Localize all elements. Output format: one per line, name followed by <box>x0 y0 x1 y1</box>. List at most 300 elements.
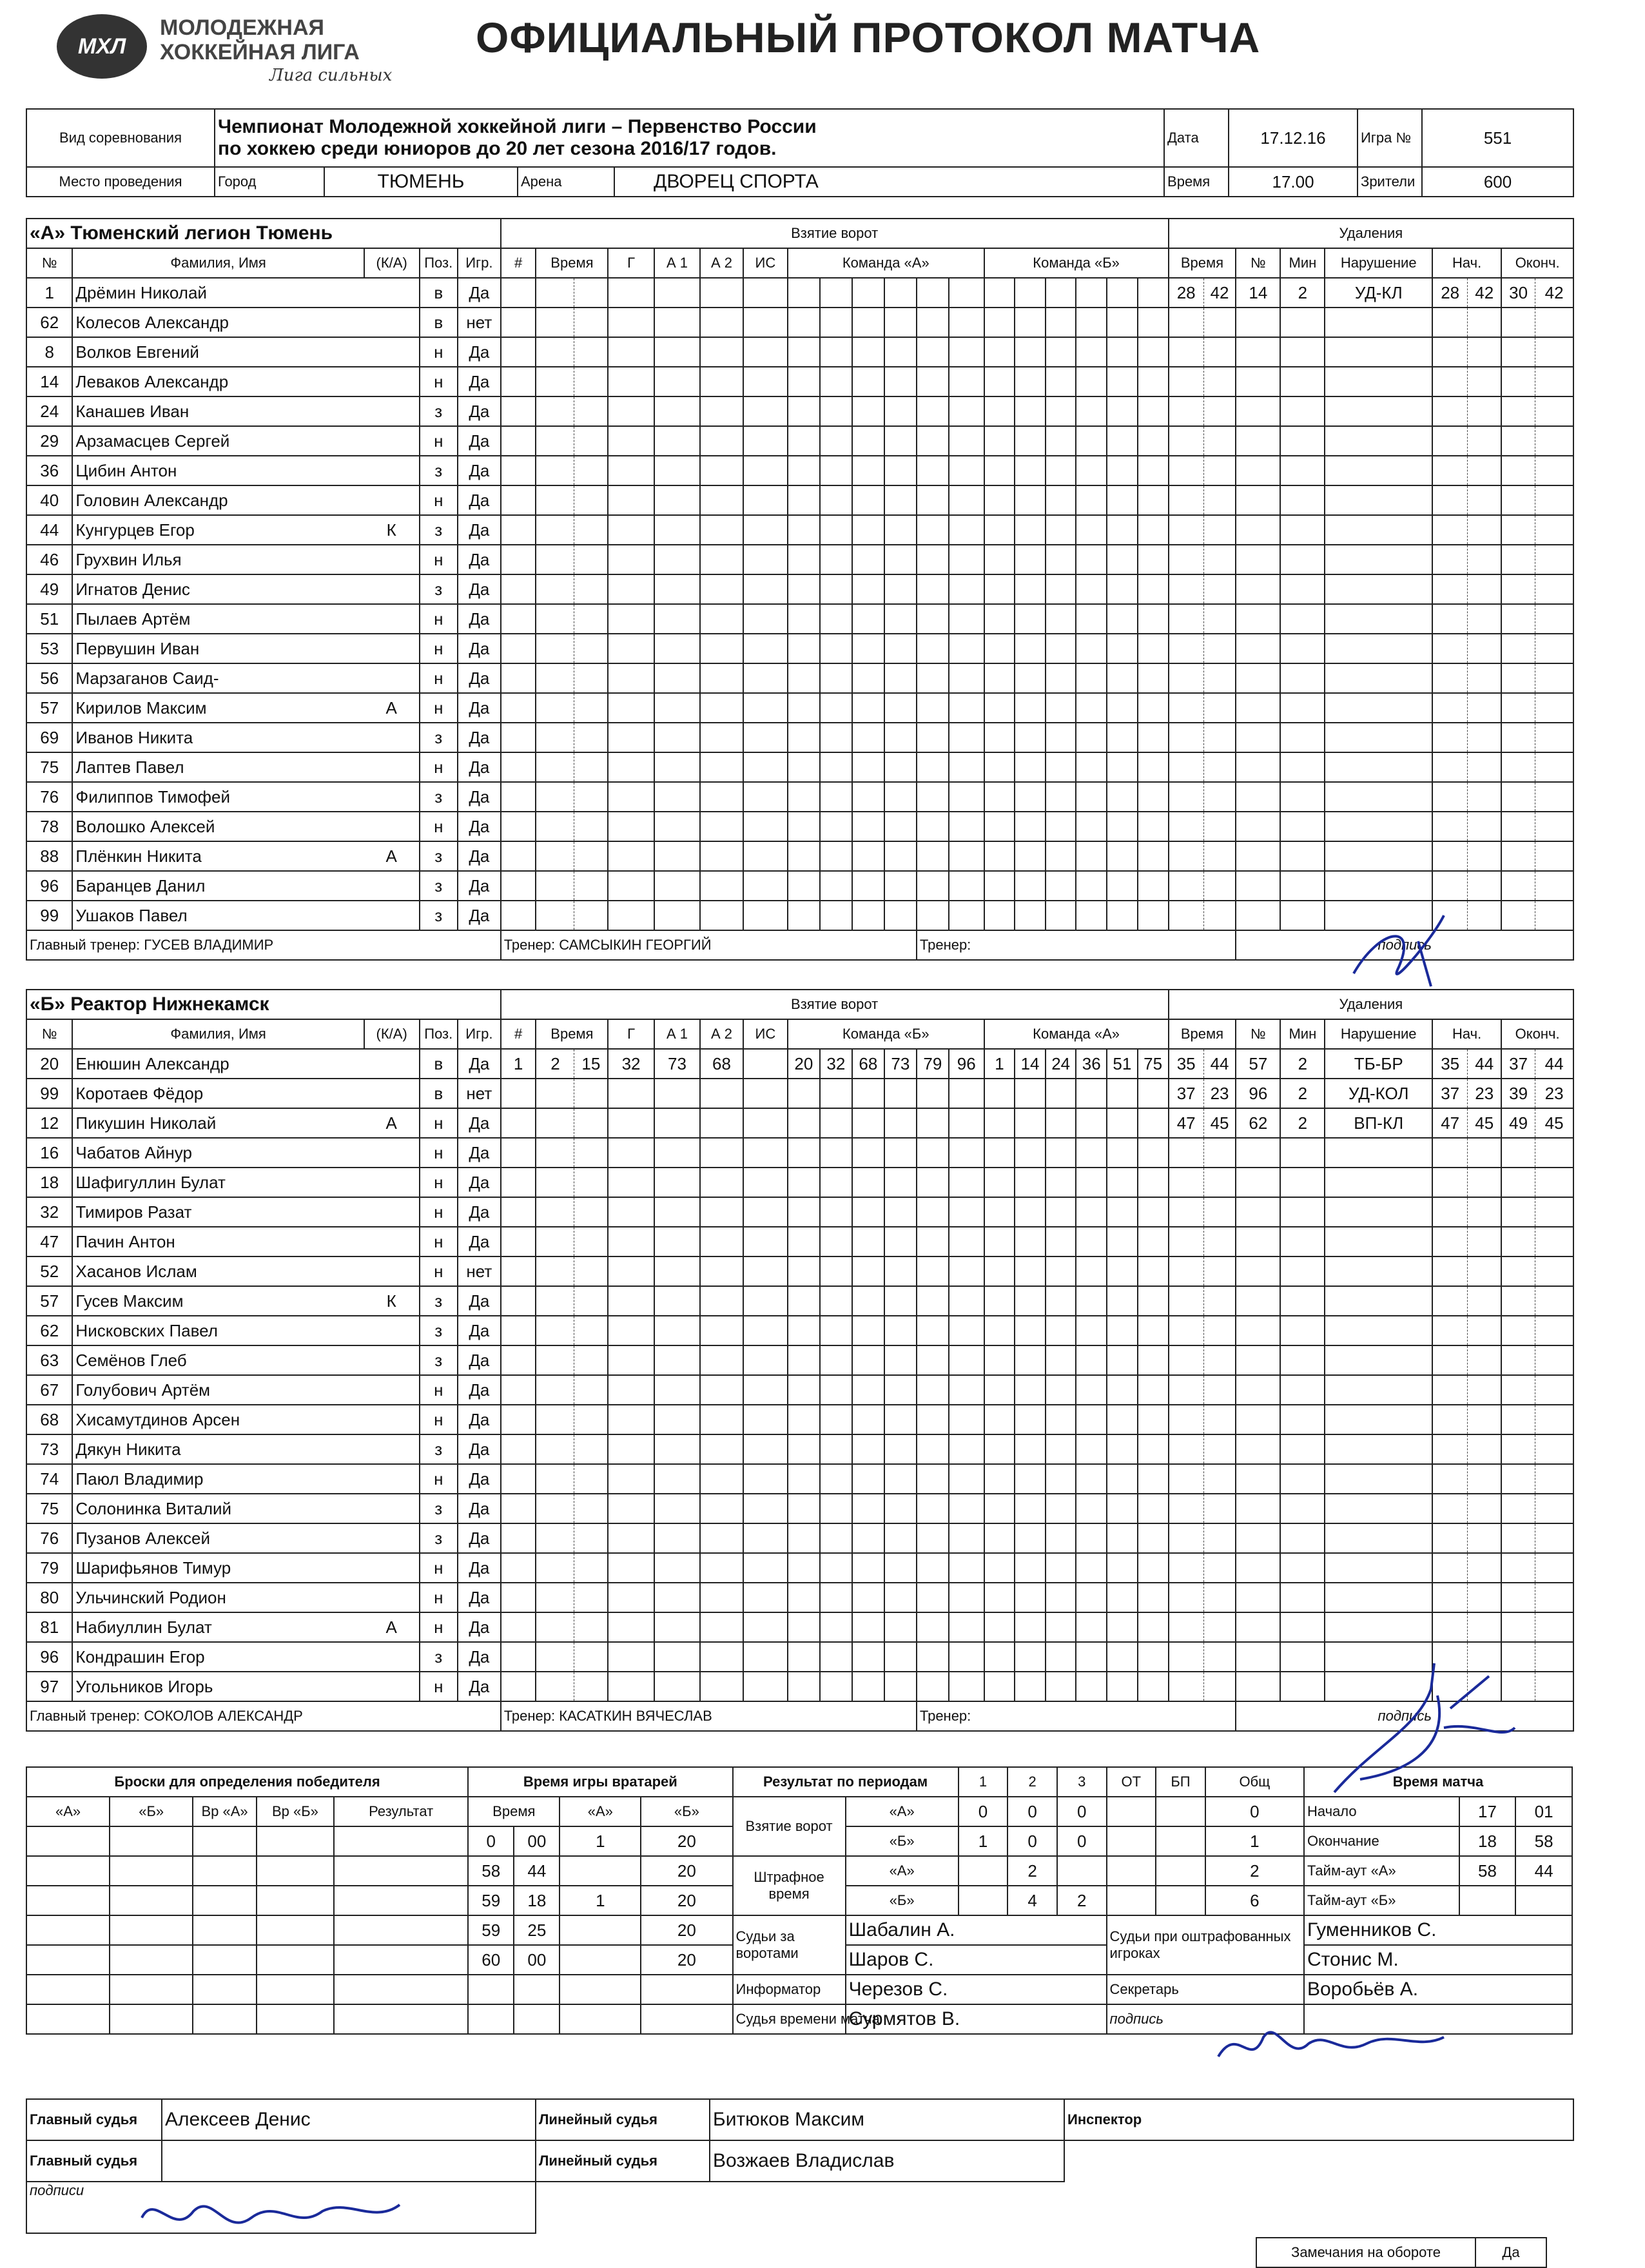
goal-cell <box>884 515 917 545</box>
penalty-cell <box>1468 1434 1501 1464</box>
goal-cell <box>884 545 917 574</box>
goal-cell <box>984 278 1015 308</box>
goal-cell <box>700 1642 743 1672</box>
goal-cell <box>743 1553 788 1583</box>
col-pen-time: Время <box>1169 1019 1236 1049</box>
goal-cell <box>536 485 574 515</box>
player-plays: Да <box>458 693 501 723</box>
goal-cell <box>1046 1642 1076 1672</box>
goal-cell <box>608 337 654 367</box>
penalty-cell <box>1169 871 1204 901</box>
penalty-cell: УД-КОЛ <box>1325 1079 1432 1108</box>
player-ka <box>364 1138 420 1168</box>
penalty-cell <box>1535 1523 1574 1553</box>
penalty-cell <box>1169 1168 1204 1197</box>
goal-cell <box>608 693 654 723</box>
goal-cell <box>1138 1583 1169 1612</box>
penalty-cell <box>1236 1642 1280 1672</box>
player-pos: н <box>420 634 458 663</box>
goal-cell <box>949 545 984 574</box>
player-row <box>26 545 1573 574</box>
goal-cell <box>820 1227 852 1256</box>
goal-cell <box>1046 426 1076 456</box>
penalty-cell <box>1236 1434 1280 1464</box>
goal-cell <box>501 396 536 426</box>
player-plays: нет <box>458 1256 501 1286</box>
goal-cell <box>1046 308 1076 337</box>
goal-cell <box>949 841 984 871</box>
player-name: Кирилов Максим <box>72 693 364 723</box>
penalty-cell <box>1169 426 1204 456</box>
player-number: 14 <box>26 367 72 396</box>
penalty-cell <box>1203 634 1236 663</box>
player-plays: Да <box>458 752 501 782</box>
goal-cell <box>884 1375 917 1405</box>
penalty-cell <box>1325 1316 1432 1345</box>
sign-label: подпись <box>1107 2004 1304 2034</box>
team-a-signature <box>1341 903 1470 999</box>
penalty-cell <box>1535 485 1574 515</box>
player-plays: Да <box>458 782 501 812</box>
player-plays: Да <box>458 1049 501 1079</box>
main-ref-2 <box>162 2140 536 2182</box>
goal-cell <box>700 396 743 426</box>
goal-cell <box>884 1286 917 1316</box>
goal-cell <box>917 871 949 901</box>
goal-cell <box>700 1464 743 1494</box>
goal-cell <box>1107 901 1138 930</box>
goal-cell <box>1015 1345 1046 1375</box>
col-team-first: Команда «А» <box>788 248 984 278</box>
goal-cell <box>1015 367 1046 396</box>
goal-cell <box>536 337 574 367</box>
penalty-cell <box>1203 1256 1236 1286</box>
penalty-cell <box>1535 693 1574 723</box>
goal-cell <box>654 1138 700 1168</box>
goal-cell <box>700 308 743 337</box>
goal-cell <box>949 1227 984 1256</box>
goal-cell <box>501 1197 536 1227</box>
goal-cell <box>949 1168 984 1197</box>
goal-cell <box>884 871 917 901</box>
goal-cell <box>884 1583 917 1612</box>
goal-cell <box>788 515 820 545</box>
goal-cell <box>884 308 917 337</box>
goal-cell <box>1046 871 1076 901</box>
goal-cell <box>1046 1672 1076 1701</box>
goals-a-p3: 0 <box>1057 1797 1107 1826</box>
player-ka <box>364 396 420 426</box>
player-pos: н <box>420 1227 458 1256</box>
goal-cell <box>788 1642 820 1672</box>
penalty-cell <box>1280 515 1325 545</box>
goal-cell <box>852 574 884 604</box>
goal-cell <box>700 1375 743 1405</box>
goal-cell <box>574 782 608 812</box>
goal-cell <box>788 337 820 367</box>
penalty-cell <box>1468 634 1501 663</box>
goal-cell <box>1076 485 1107 515</box>
pen-b-p2: 4 <box>1007 1886 1057 1915</box>
penalty-cell <box>1169 841 1204 871</box>
goal-cell <box>852 1612 884 1642</box>
player-plays: Да <box>458 1434 501 1464</box>
goal-cell <box>949 1405 984 1434</box>
goal-cell <box>917 782 949 812</box>
col-goal-time: Время <box>536 248 608 278</box>
penalty-cell <box>1535 841 1574 871</box>
player-number: 78 <box>26 812 72 841</box>
col-name: Фамилия, Имя <box>72 1019 364 1049</box>
goal-cell <box>917 693 949 723</box>
goal-cell <box>700 426 743 456</box>
goal-cell <box>608 1405 654 1434</box>
timeout-a-sec: 44 <box>1515 1856 1572 1886</box>
penalty-cell <box>1280 1138 1325 1168</box>
player-ka <box>364 426 420 456</box>
goal-cell <box>654 723 700 752</box>
player-ka <box>364 1553 420 1583</box>
goal-cell <box>1046 1434 1076 1464</box>
player-row <box>26 1049 1573 1079</box>
player-plays: Да <box>458 1464 501 1494</box>
player-name: Пылаев Артём <box>72 604 364 634</box>
penalty-cell <box>1325 1168 1432 1197</box>
goal-cell <box>1076 545 1107 574</box>
goal-cell <box>884 337 917 367</box>
penalty-cell <box>1501 693 1535 723</box>
goal-cell <box>820 693 852 723</box>
goal-cell <box>574 426 608 456</box>
penalty-cell <box>1280 1286 1325 1316</box>
penalty-cell <box>1468 1494 1501 1523</box>
goal-cell <box>917 1583 949 1612</box>
penalty-cell <box>1203 1583 1236 1612</box>
penalty-cell <box>1280 1553 1325 1583</box>
goal-cell <box>1015 1286 1046 1316</box>
penalty-cell <box>1468 841 1501 871</box>
period-1: 1 <box>959 1767 1008 1797</box>
goal-cell <box>536 1405 574 1434</box>
goal-cell <box>984 1108 1015 1138</box>
goal-cell <box>536 901 574 930</box>
goal-cell <box>1138 812 1169 841</box>
player-name: Тимиров Разат <box>72 1197 364 1227</box>
goal-cell <box>884 1079 917 1108</box>
goal-cell <box>501 871 536 901</box>
goal-cell <box>852 308 884 337</box>
penalty-cell <box>1236 456 1280 485</box>
goal-cell <box>1076 723 1107 752</box>
goal-cell <box>743 1375 788 1405</box>
goal-cell <box>700 752 743 782</box>
penalty-cell <box>1169 1286 1204 1316</box>
player-plays: нет <box>458 308 501 337</box>
goal-cell <box>700 663 743 693</box>
penalty-cell <box>1468 308 1501 337</box>
penalty-cell <box>1203 308 1236 337</box>
player-pos: н <box>420 1612 458 1642</box>
goal-cell <box>501 308 536 337</box>
penalty-cell <box>1236 1375 1280 1405</box>
penalty-cell <box>1203 1672 1236 1701</box>
penalty-cell <box>1535 1197 1574 1227</box>
goal-cell <box>743 871 788 901</box>
period-bp: БП <box>1156 1767 1205 1797</box>
goal-cell <box>743 1583 788 1612</box>
goal-cell <box>820 1523 852 1553</box>
goal-cell <box>1015 1434 1046 1464</box>
penalty-cell <box>1169 1138 1204 1168</box>
player-ka <box>364 367 420 396</box>
goal-cell <box>1138 1227 1169 1256</box>
penalty-cell <box>1280 456 1325 485</box>
goal-cell <box>917 1523 949 1553</box>
penalty-cell <box>1203 1138 1236 1168</box>
goal-cell <box>1046 1553 1076 1583</box>
goal-cell <box>1046 1079 1076 1108</box>
penalty-cell <box>1468 515 1501 545</box>
goal-cell <box>1138 1672 1169 1701</box>
penalty-cell <box>1203 1316 1236 1345</box>
goal-cell <box>1138 367 1169 396</box>
goal-cell <box>536 1316 574 1345</box>
goal-cell <box>700 1197 743 1227</box>
player-name: Шарифьянов Тимур <box>72 1553 364 1583</box>
coach: Тренер: КАСАТКИН ВЯЧЕСЛАВ <box>501 1701 917 1731</box>
goal-cell <box>1138 308 1169 337</box>
player-pos: з <box>420 782 458 812</box>
goal-cell <box>1107 1612 1138 1642</box>
player-plays: Да <box>458 485 501 515</box>
goal-cell <box>608 515 654 545</box>
goal-cell <box>536 1642 574 1672</box>
player-number: 44 <box>26 515 72 545</box>
goal-cell <box>574 485 608 515</box>
penalty-cell <box>1468 1197 1501 1227</box>
goal-cell <box>1015 396 1046 426</box>
goal-cell <box>536 1256 574 1286</box>
goal-cell <box>917 1138 949 1168</box>
goal-cell <box>1138 1434 1169 1464</box>
penalty-cell <box>1432 1316 1468 1345</box>
goal-cell: 68 <box>700 1049 743 1079</box>
penalty-cell <box>1468 663 1501 693</box>
goal-cell <box>608 1375 654 1405</box>
goal-cell <box>700 456 743 485</box>
logo-line2: ХОККЕЙНАЯ ЛИГА <box>160 40 360 64</box>
goal-cell <box>852 1227 884 1256</box>
goal-cell <box>949 1434 984 1464</box>
goal-cell <box>1107 278 1138 308</box>
player-pos: з <box>420 1523 458 1553</box>
goal-cell <box>1076 1227 1107 1256</box>
penalty-cell <box>1169 723 1204 752</box>
gk-col-b: «Б» <box>641 1797 732 1826</box>
goal-cell <box>917 1197 949 1227</box>
player-name: Енюшин Александр <box>72 1049 364 1079</box>
goal-cell <box>917 1553 949 1583</box>
player-pos: з <box>420 841 458 871</box>
goal-cell <box>1138 634 1169 663</box>
goal-cell <box>1076 812 1107 841</box>
notes-label: Замечания на обороте <box>1256 2238 1475 2267</box>
goal-cell <box>1015 308 1046 337</box>
player-plays: Да <box>458 1553 501 1583</box>
penalty-cell <box>1169 901 1204 930</box>
goal-cell <box>820 367 852 396</box>
goal-cell <box>917 574 949 604</box>
goal-cell <box>949 1642 984 1672</box>
goal-cell <box>1138 485 1169 515</box>
date: 17.12.16 <box>1229 109 1358 167</box>
player-name: Солонинка Виталий <box>72 1494 364 1523</box>
goal-cell <box>949 337 984 367</box>
goal-cell <box>1138 663 1169 693</box>
penalty-cell <box>1236 308 1280 337</box>
penalty-cell <box>1280 1197 1325 1227</box>
goal-cell <box>917 545 949 574</box>
goal-cell <box>700 1345 743 1375</box>
goal-cell <box>1076 426 1107 456</box>
player-name: Волков Евгений <box>72 337 364 367</box>
player-name: Канашев Иван <box>72 396 364 426</box>
penalty-cell <box>1501 1138 1535 1168</box>
penalty-cell <box>1535 426 1574 456</box>
goal-cell <box>1076 308 1107 337</box>
goal-cell <box>1076 1079 1107 1108</box>
player-ka <box>364 1672 420 1701</box>
penalty-cell <box>1432 1286 1468 1316</box>
main-ref-2-label: Главный судья <box>26 2140 162 2182</box>
player-ka <box>364 1079 420 1108</box>
penalty-cell <box>1535 396 1574 426</box>
penalty-cell <box>1535 515 1574 545</box>
goal-cell <box>608 901 654 930</box>
goal-cell <box>574 901 608 930</box>
player-pos: н <box>420 367 458 396</box>
goal-cell <box>608 1494 654 1523</box>
penalty-cell <box>1236 1494 1280 1523</box>
goal-cell <box>820 1464 852 1494</box>
goal-cell <box>536 1523 574 1553</box>
goal-cell <box>536 1079 574 1108</box>
goal-cell <box>1046 1138 1076 1168</box>
goal-cell <box>852 485 884 515</box>
goal-cell <box>536 604 574 634</box>
goal-cell <box>788 367 820 396</box>
penalty-cell <box>1203 1168 1236 1197</box>
goal-cell <box>574 1138 608 1168</box>
goal-cell <box>949 1256 984 1286</box>
player-ka <box>364 574 420 604</box>
goal-cell <box>743 1464 788 1494</box>
goal-cell <box>1046 485 1076 515</box>
goal-cell <box>917 901 949 930</box>
goal-cell <box>536 1345 574 1375</box>
goal-cell <box>1046 782 1076 812</box>
penalty-cell <box>1501 545 1535 574</box>
penalty-cell <box>1325 723 1432 752</box>
gk-b: 20 <box>641 1915 732 1945</box>
goal-cell <box>788 752 820 782</box>
player-ka: К <box>364 515 420 545</box>
penalty-cell <box>1280 574 1325 604</box>
spect-label: Зрители <box>1358 167 1422 197</box>
penalty-cell: 2 <box>1280 1108 1325 1138</box>
player-number: 96 <box>26 871 72 901</box>
col-pen-end: Оконч. <box>1501 248 1573 278</box>
penalty-cell <box>1468 545 1501 574</box>
player-number: 63 <box>26 1345 72 1375</box>
goal-cell <box>574 1079 608 1108</box>
goal-cell <box>574 1168 608 1197</box>
goal-cell <box>1138 693 1169 723</box>
goal-cell <box>654 901 700 930</box>
goal-cell <box>608 426 654 456</box>
goal-cell <box>984 1375 1015 1405</box>
goal-cell <box>949 396 984 426</box>
penalty-cell <box>1280 1464 1325 1494</box>
goal-cell <box>501 1286 536 1316</box>
penalty-cell <box>1169 1672 1204 1701</box>
player-row <box>26 1583 1573 1612</box>
player-number: 49 <box>26 574 72 604</box>
player-ka <box>364 456 420 485</box>
so-col-b: «Б» <box>110 1797 193 1826</box>
goal-cell <box>501 485 536 515</box>
player-plays: Да <box>458 1375 501 1405</box>
penalty-cell <box>1535 1672 1574 1701</box>
goal-cell <box>820 723 852 752</box>
goal-cell <box>917 1434 949 1464</box>
player-row <box>26 841 1573 871</box>
player-number: 51 <box>26 604 72 634</box>
penalty-cell <box>1325 634 1432 663</box>
player-pos: н <box>420 604 458 634</box>
goal-cell <box>608 1286 654 1316</box>
penalty-cell <box>1468 1286 1501 1316</box>
penalty-cell <box>1280 1672 1325 1701</box>
penalty-cell <box>1432 634 1468 663</box>
goal-cell <box>1015 337 1046 367</box>
penalty-cell <box>1203 723 1236 752</box>
goal-cell <box>984 1286 1015 1316</box>
penalty-cell <box>1236 367 1280 396</box>
player-pos: в <box>420 1049 458 1079</box>
goal-cell <box>574 308 608 337</box>
goal-cell <box>949 693 984 723</box>
penalty-cell <box>1432 1612 1468 1642</box>
head-coach: Главный тренер: ГУСЕВ ВЛАДИМИР <box>26 930 501 960</box>
goal-cell <box>536 1434 574 1464</box>
penalty-cell <box>1501 634 1535 663</box>
player-pos: н <box>420 663 458 693</box>
goal-cell <box>574 1494 608 1523</box>
goal-cell <box>1107 574 1138 604</box>
goals-header: Взятие ворот <box>501 990 1169 1019</box>
goal-cell <box>984 871 1015 901</box>
goal-cell <box>1138 574 1169 604</box>
goal-cell <box>984 812 1015 841</box>
penalty-cell <box>1432 782 1468 812</box>
penalty-cell: 42 <box>1203 278 1236 308</box>
goal-cell: 2 <box>536 1049 574 1079</box>
pen-b-total: 6 <box>1205 1886 1304 1915</box>
goal-cell <box>1107 1079 1138 1108</box>
goal-cell <box>1107 634 1138 663</box>
goals-b-total: 1 <box>1205 1826 1304 1856</box>
